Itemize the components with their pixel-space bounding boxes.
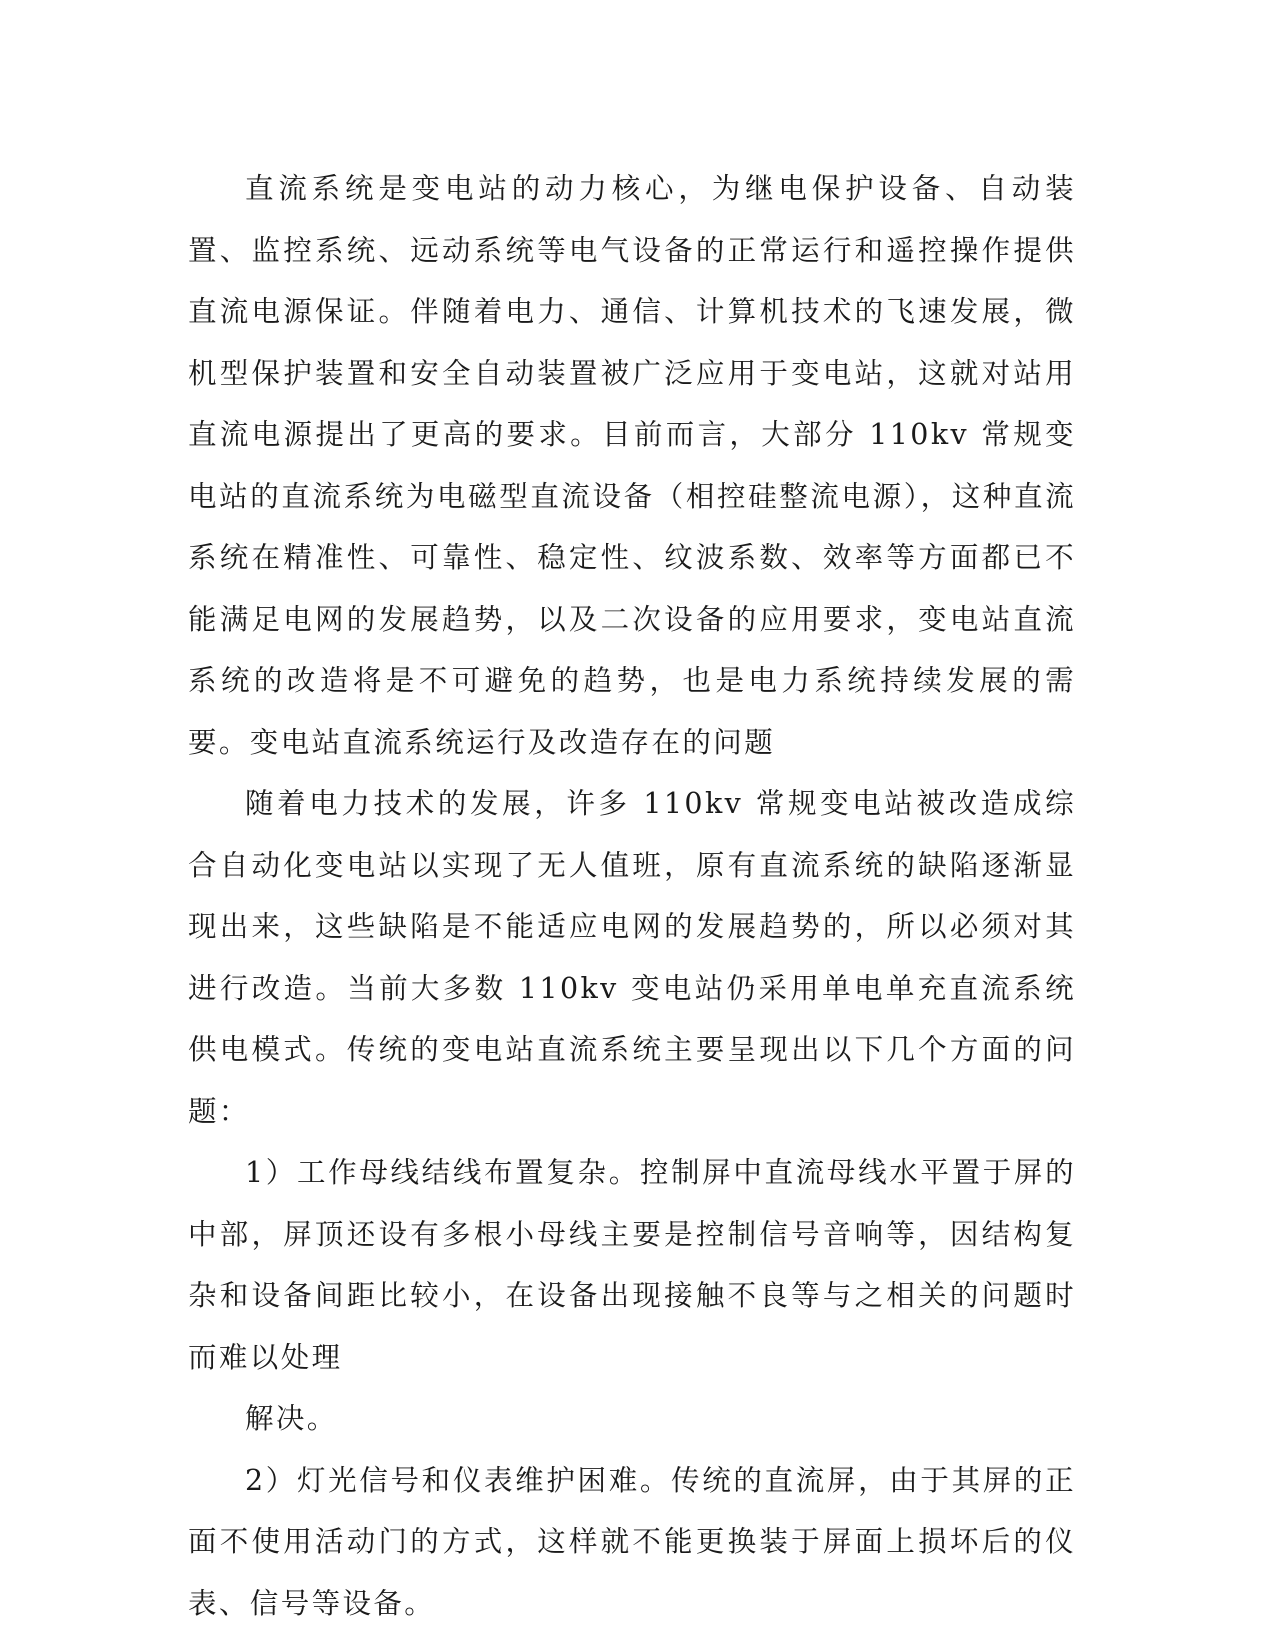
paragraph-problem-2: 2）灯光信号和仪表维护困难。传统的直流屏，由于其屏的正面不使用活动门的方式，这样就不能更换装于屏面上损坏后的仪表、信号等设备。: [188, 1463, 1076, 1620]
document-body: [188, 158, 1076, 1634]
paragraph-dc-system-intro: 直流系统是变电站的动力核心，为继电保护设备、自动装置、监控系统、远动系统等电气设备的正常运行和遥控操作提供直流电源保证。伴随着电力、通信、计算机技术的飞速发展，微机型保护装置和安全自动装置被广泛应用于变电站，这就对站用直流电源提出了更高的要求。目前而言，大部分 110kv 常规变电站的直流系统为电磁型直流设备（相控硅整流电源），这种直流系统在精准性、可靠性、稳定性、纹波系数、效率等方面都已不能满足电网的发展趋势，以及二次设备的应用要求，变电站直流系统的改造将是不可避免的趋势，也是电力系统持续发展的需要。变电站直流系统运行及改造存在的问题: [188, 172, 1076, 759]
paragraph-problem-1: 1）工作母线结线布置复杂。控制屏中直流母线水平置于屏的中部，屏顶还设有多根小母线主要是控制信号音响等，因结构复杂和设备间距比较小，在设备出现接触不良等与之相关的问题时而难以处理: [188, 1156, 1076, 1374]
paragraph-problem-1-continuation: 解决。: [245, 1402, 338, 1435]
paragraph-dc-system-problems: 随着电力技术的发展，许多 110kv 常规变电站被改造成综合自动化变电站以实现了无人值班，原有直流系统的缺陷逐渐显现出来，这些缺陷是不能适应电网的发展趋势的，所以必须对其进行改造。当前大多数 110kv 变电站仍采用单电单充直流系统供电模式。传统的变电站直流系统主要呈现出以下几个方面的问题：: [188, 787, 1076, 1128]
